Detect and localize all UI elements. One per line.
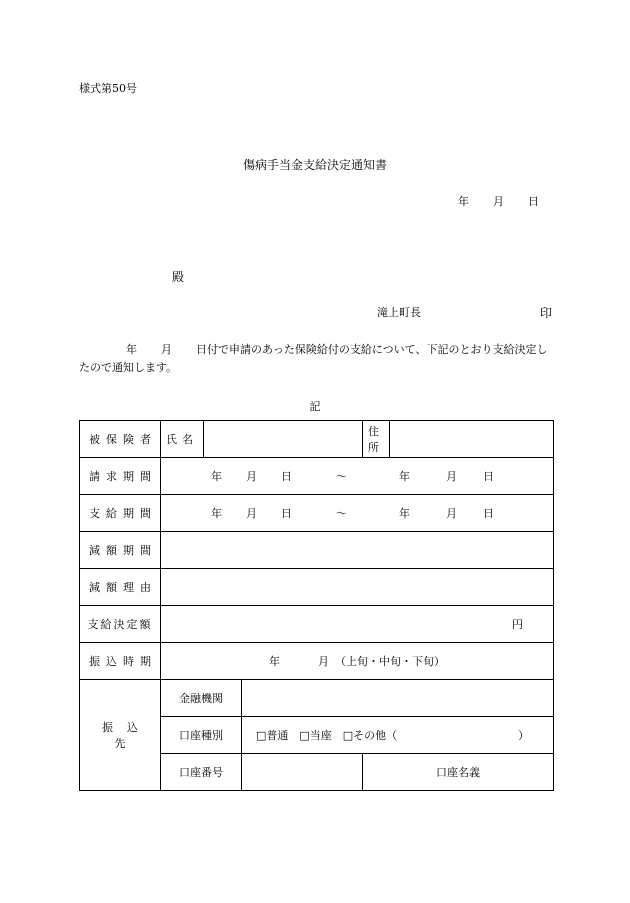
- bank-field[interactable]: [242, 680, 554, 717]
- name-label: 氏名: [161, 421, 204, 458]
- account-holder-label: 口座名義: [363, 754, 554, 791]
- transfer-time-label: 振込時期: [80, 643, 161, 680]
- table-row: [80, 458, 554, 495]
- ki-heading: 記: [309, 400, 321, 413]
- table-row: [80, 606, 554, 643]
- document-title: 傷病手当金支給決定通知書: [242, 158, 387, 172]
- issue-date: [458, 193, 539, 209]
- claim-period-label: 請求期間: [80, 458, 161, 495]
- decision-table: [79, 420, 554, 791]
- account-type-options[interactable]: □普通 □当座 □その他（ ）: [242, 717, 554, 754]
- table-row: [80, 680, 554, 717]
- insured-label: 被保険者: [80, 421, 161, 458]
- reduction-reason-field[interactable]: [161, 569, 554, 606]
- bank-label: 金融機関: [161, 680, 242, 717]
- table-row: [80, 569, 554, 606]
- payment-period-field[interactable]: 年 月 日 ～ 年 月 日: [161, 495, 554, 532]
- reduction-reason-label: 減額理由: [80, 569, 161, 606]
- body-paragraph: [79, 341, 554, 377]
- addressee-suffix: 殿: [172, 270, 185, 284]
- yen-unit: 円: [512, 618, 524, 631]
- account-number-label: 口座番号: [161, 754, 242, 791]
- body-month: 月: [161, 343, 172, 356]
- claim-period-field[interactable]: 年 月 日 ～ 年 月 日: [161, 458, 554, 495]
- account-type-label: 口座種別: [161, 717, 242, 754]
- payment-period-label: 支給期間: [80, 495, 161, 532]
- account-number-field[interactable]: [242, 754, 363, 791]
- decided-amount-label: 支給決定額: [80, 606, 161, 643]
- form-number: 様式第50号: [79, 82, 137, 95]
- seal-mark: 印: [540, 306, 553, 320]
- transfer-time-field[interactable]: 年 月 （上旬・中旬・下旬）: [161, 643, 554, 680]
- address-field[interactable]: [390, 421, 554, 458]
- date-day: 日: [528, 195, 539, 208]
- date-year: 年: [458, 195, 469, 208]
- name-field[interactable]: [204, 421, 363, 458]
- decided-amount-field[interactable]: [161, 606, 554, 643]
- date-month: 月: [493, 195, 504, 208]
- table-row: [80, 495, 554, 532]
- address-label: 住所: [363, 421, 390, 458]
- table-row: [80, 643, 554, 680]
- body-year: 年: [126, 343, 137, 356]
- body-text: 日付で申請のあった保険給付の支給について、下記のとおり支給決定したので通知します。: [79, 343, 548, 374]
- table-row: [80, 421, 554, 458]
- issuer: 滝上町長: [377, 306, 421, 319]
- transfer-to-label: 振込先: [80, 680, 161, 791]
- reduction-period-field[interactable]: [161, 532, 554, 569]
- table-row: [80, 532, 554, 569]
- reduction-period-label: 減額期間: [80, 532, 161, 569]
